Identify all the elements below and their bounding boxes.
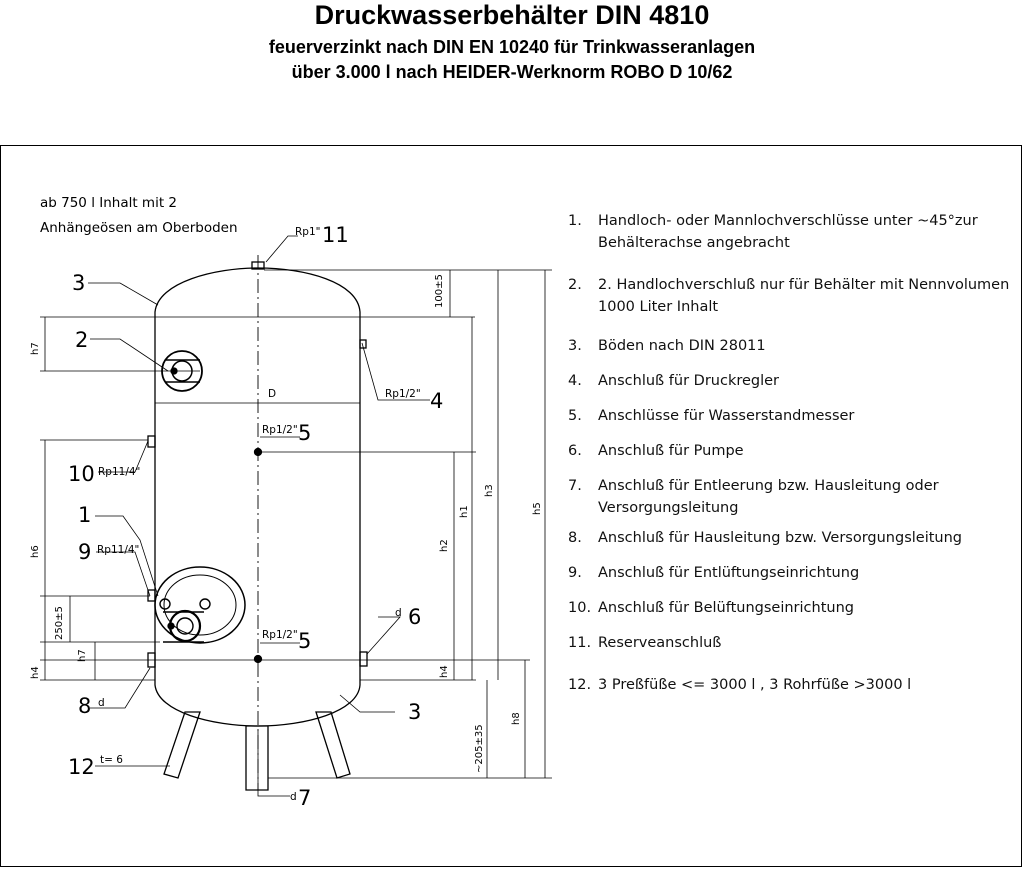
legend-num: 5. bbox=[568, 408, 582, 424]
pos-2: 2 bbox=[75, 328, 89, 352]
legend-num: 7. bbox=[568, 478, 582, 494]
label-t6: t= 6 bbox=[100, 754, 123, 766]
legend-num: 10. bbox=[568, 600, 592, 616]
pos-3-bottom: 3 bbox=[408, 700, 422, 724]
pos-4: 4 bbox=[430, 389, 444, 413]
label-d-7: d bbox=[290, 791, 297, 803]
dim-h7-top: h7 bbox=[30, 342, 41, 355]
dim-h2: h2 bbox=[439, 539, 450, 552]
legend-num: 11. bbox=[568, 635, 592, 651]
dim-h8: h8 bbox=[511, 712, 522, 725]
legend-num: 8. bbox=[568, 530, 582, 546]
legend-text: Böden nach DIN 28011 bbox=[598, 338, 766, 354]
legend-num: 9. bbox=[568, 565, 582, 581]
legend-text: 3 Preßfüße <= 3000 l , 3 Rohrfüße >3000 l bbox=[598, 677, 912, 693]
dim-h5: h5 bbox=[532, 502, 543, 515]
connection-9 bbox=[148, 590, 155, 601]
pos-5-upper: 5 bbox=[298, 421, 312, 445]
dim-100: 100±5 bbox=[434, 274, 445, 308]
leg-right bbox=[316, 712, 350, 778]
legend-text: Anschlüsse für Wasserstandmesser bbox=[598, 408, 855, 424]
dim-h3: h3 bbox=[484, 484, 495, 497]
legend-text: Anschluß für Pumpe bbox=[598, 443, 744, 459]
pos-1: 1 bbox=[78, 503, 92, 527]
note-line-1: ab 750 l Inhalt mit 2 bbox=[40, 195, 178, 211]
dim-205: ~205±35 bbox=[474, 724, 485, 773]
label-rp1-2-upper: Rp1/2" bbox=[262, 424, 298, 436]
label-d-8: d bbox=[98, 697, 105, 709]
legend-text: Anschluß für Entleerung bzw. Hausleitung oder Versorgungsleitung bbox=[598, 478, 939, 516]
dim-h1: h1 bbox=[459, 505, 470, 518]
pos-11: 11 bbox=[322, 223, 349, 247]
legend-num: 3. bbox=[568, 338, 582, 354]
connection-6 bbox=[360, 652, 367, 666]
subtitle-line-2: über 3.000 l nach HEIDER-Werknorm ROBO D 10/62 bbox=[291, 62, 733, 82]
legend-text: Handloch- oder Mannlochverschlüsse unter ~45°zur Behälterachse angebracht bbox=[598, 213, 978, 251]
connection-5-lower bbox=[255, 656, 262, 663]
dim-250: 250±5 bbox=[54, 606, 65, 640]
label-d-6: d bbox=[395, 607, 402, 619]
page-title: Druckwasserbehälter DIN 4810 bbox=[314, 0, 710, 30]
pos-12: 12 bbox=[68, 755, 95, 779]
dim-h4-right: h4 bbox=[439, 665, 450, 678]
pos-10: 10 bbox=[68, 462, 95, 486]
dim-h4-left: h4 bbox=[30, 666, 41, 679]
legend-num: 12. bbox=[568, 677, 592, 693]
note-line-2: Anhängeösen am Oberboden bbox=[40, 220, 238, 236]
legend-text: Anschluß für Druckregler bbox=[598, 373, 780, 389]
label-D: D bbox=[268, 388, 277, 400]
pos-7: 7 bbox=[298, 786, 312, 810]
pos-6: 6 bbox=[408, 605, 422, 629]
legend-num: 4. bbox=[568, 373, 582, 389]
pos-8: 8 bbox=[78, 694, 92, 718]
pos-5-lower: 5 bbox=[298, 629, 312, 653]
legend-num: 2. bbox=[568, 277, 582, 293]
label-rp1-2-lower: Rp1/2" bbox=[262, 629, 298, 641]
connection-10 bbox=[148, 436, 155, 447]
leg-center bbox=[246, 726, 268, 790]
legend-num: 1. bbox=[568, 213, 582, 229]
dim-h7-low: h7 bbox=[77, 649, 88, 662]
legend-text: Reserveanschluß bbox=[598, 635, 722, 651]
legend-text: Anschluß für Belüftungseinrichtung bbox=[598, 600, 854, 616]
pos-3-top: 3 bbox=[72, 271, 86, 295]
dim-h6: h6 bbox=[30, 545, 41, 558]
legend-num: 6. bbox=[568, 443, 582, 459]
pos-9: 9 bbox=[78, 540, 92, 564]
label-rp11-4-9: Rp11/4" bbox=[97, 544, 140, 556]
label-rp1-2-right: Rp1/2" bbox=[385, 388, 421, 400]
leg-left bbox=[164, 712, 200, 778]
legend-text: Anschluß für Entlüftungseinrichtung bbox=[598, 565, 860, 581]
label-rp1-top: Rp1" bbox=[295, 226, 321, 238]
label-rp11-4-10: Rp11/4" bbox=[98, 466, 141, 478]
subtitle-line-1: feuerverzinkt nach DIN EN 10240 für Trinkwasseranlagen bbox=[268, 37, 756, 57]
legend-text: 2. Handlochverschluß nur für Behälter mit Nennvolumen 1000 Liter Inhalt bbox=[598, 277, 1010, 315]
legend-text: Anschluß für Hausleitung bzw. Versorgungsleitung bbox=[598, 530, 963, 546]
